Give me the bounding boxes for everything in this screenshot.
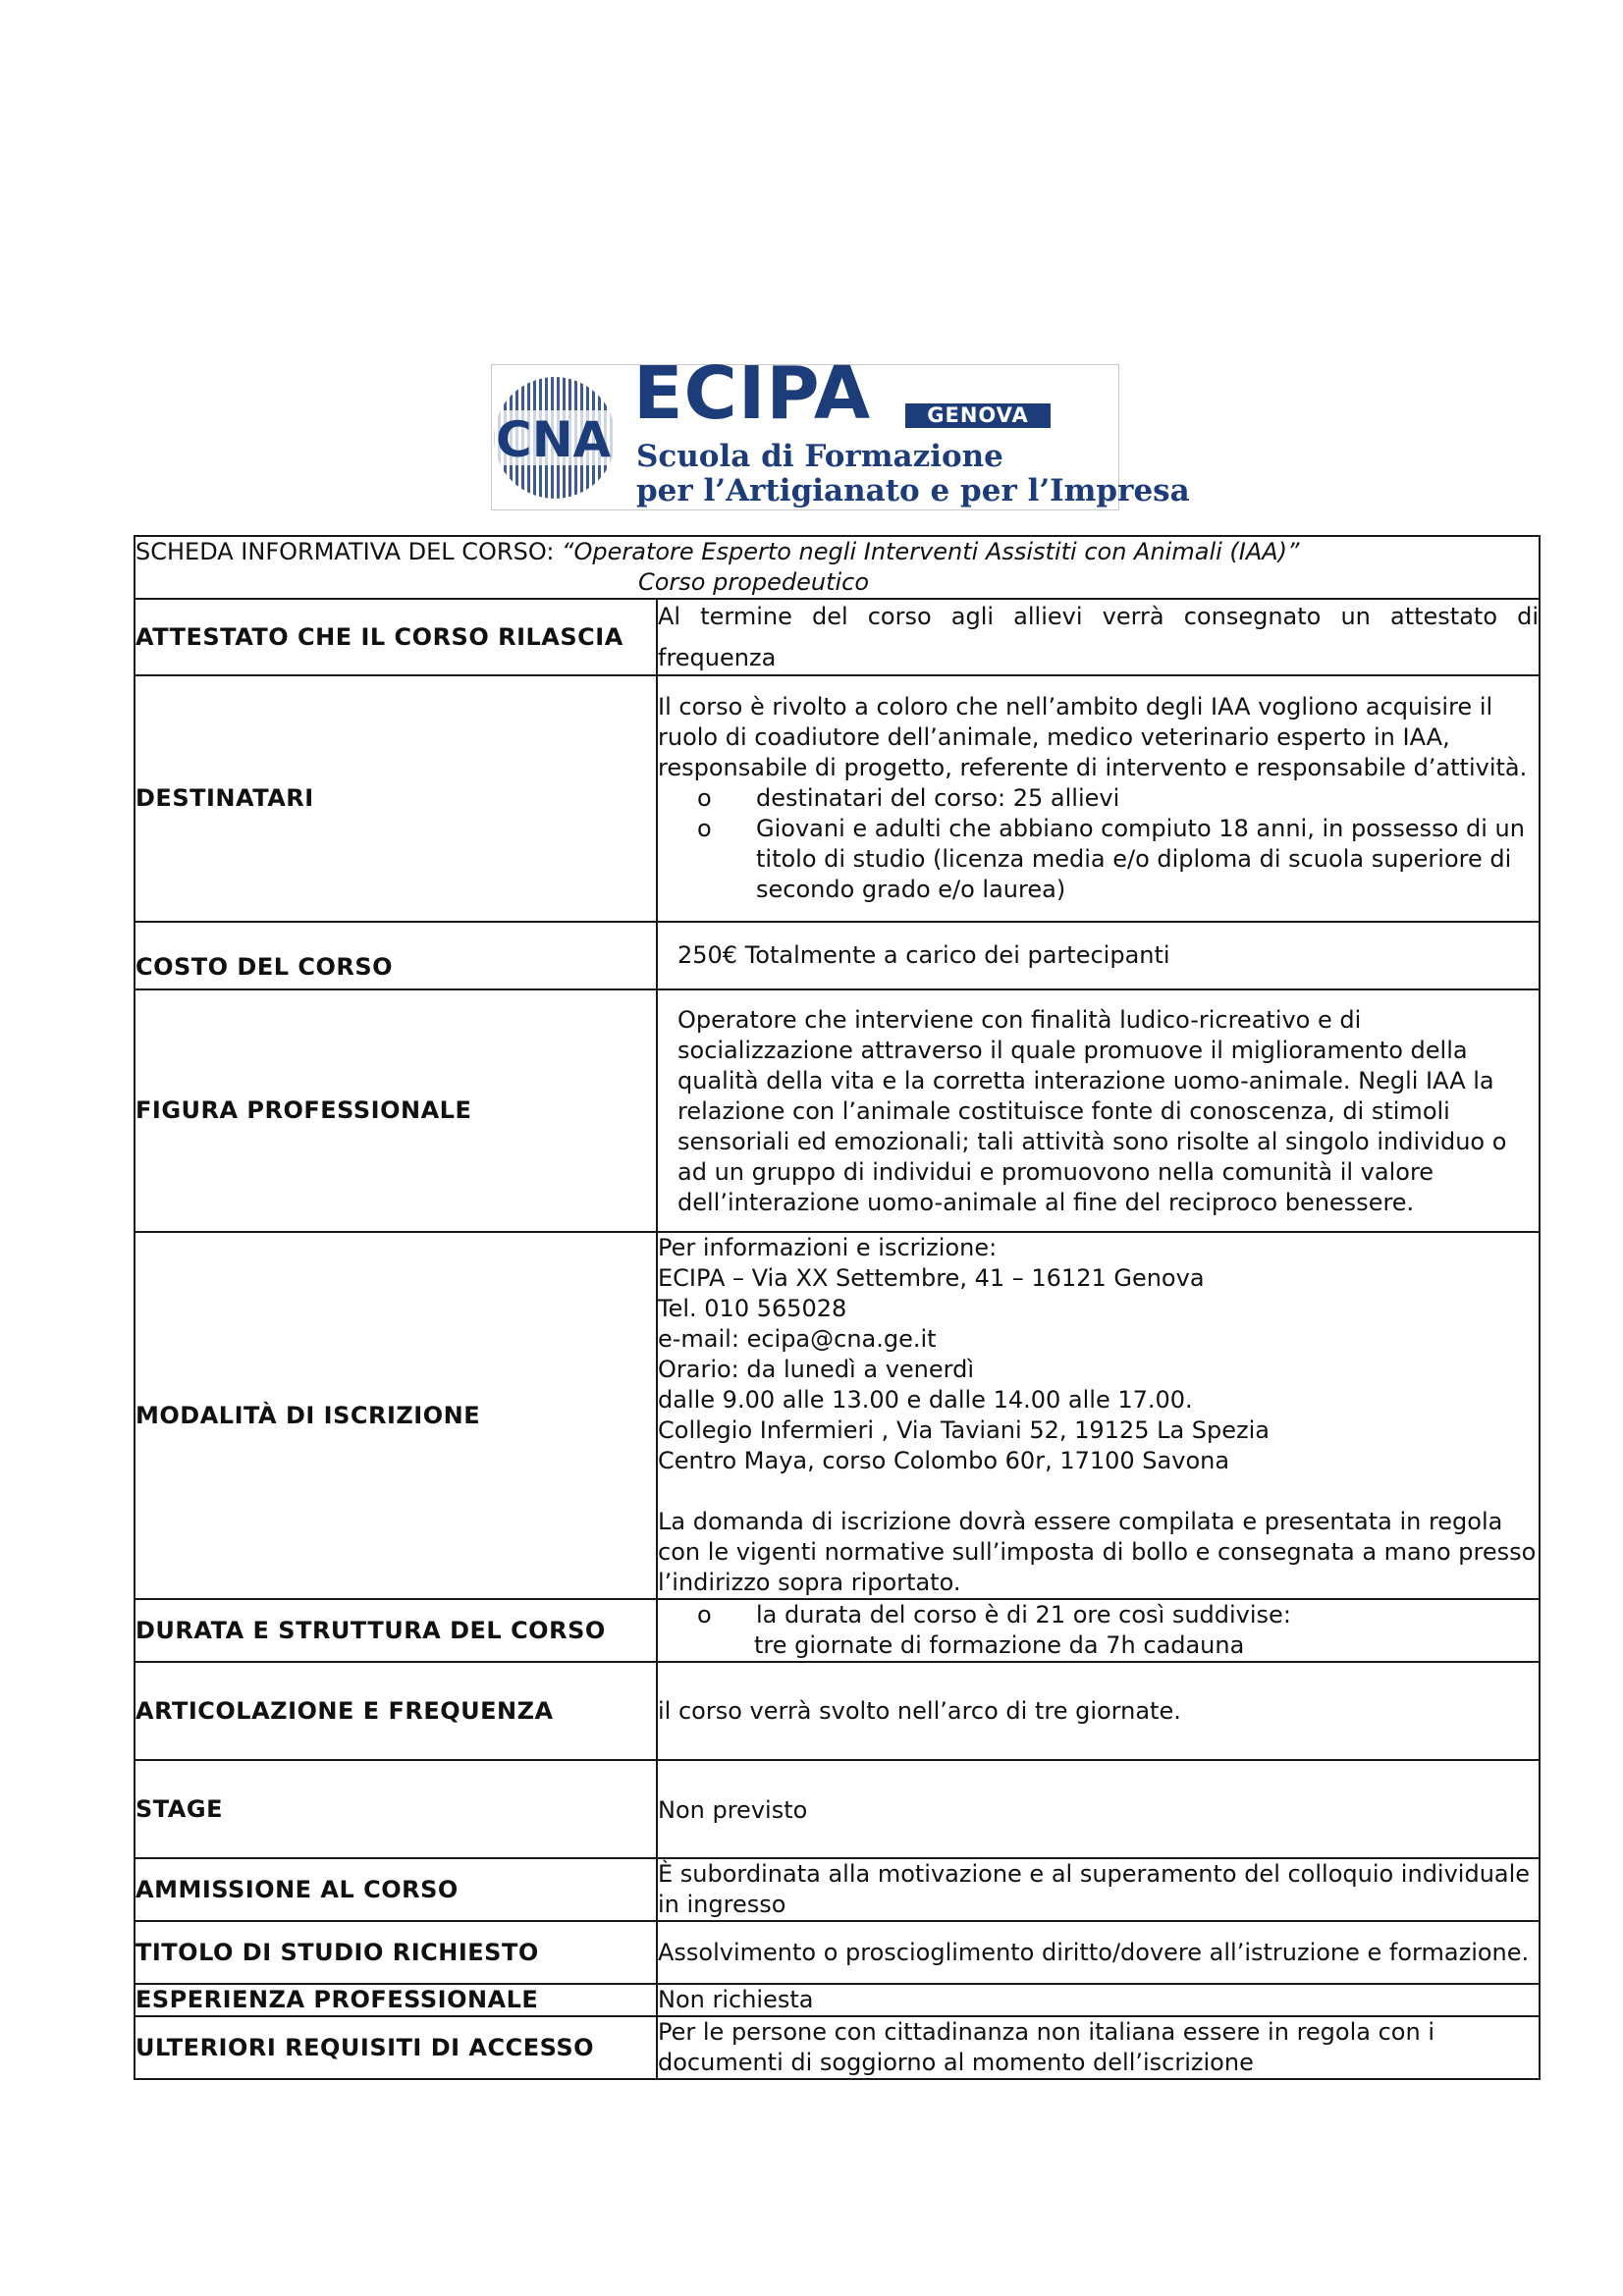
list-item: o Giovani e adulti che abbiano compiuto 18 anni, in possesso di un titolo di studio (licenza media e/o diploma di scuola superiore di secondo grado e/o laurea)	[697, 814, 1539, 905]
modalita-line: Collegio Infermieri , Via Taviani 52, 19125 La Spezia	[658, 1416, 1271, 1444]
destinatari-text: Il corso è rivolto a coloro che nell’ambito degli IAA vogliono acquisire il ruolo di coadiutore dell’animale, medico veterinario esperto in IAA, responsabile di progetto, referente di intervento e responsabile d’attività.	[658, 693, 1528, 781]
modalita-line: Per informazioni e iscrizione:	[658, 1234, 998, 1261]
row-label: AMMISSIONE AL CORSO	[135, 1858, 657, 1921]
cna-text: CNA	[496, 411, 612, 468]
logo-tagline-2: per l’Artigianato e per l’Impresa	[636, 473, 1190, 508]
row-value	[657, 675, 1540, 922]
table-row	[135, 1984, 1540, 2016]
table-row	[135, 675, 1540, 922]
modalita-line: Orario: da lunedì a venerdì	[658, 1356, 974, 1383]
table-row	[135, 989, 1540, 1232]
table-row	[135, 1858, 1540, 1921]
ecipa-logo	[491, 351, 1190, 510]
row-value	[657, 599, 1540, 675]
durata-detail: tre giornate di formazione da 7h cadauna	[754, 1631, 1245, 1659]
modalita-line: Tel. 010 565028	[658, 1295, 847, 1322]
table-row	[135, 1232, 1540, 1599]
row-value: 250€ Totalmente a carico dei partecipanti	[657, 922, 1540, 989]
row-value: Per le persone con cittadinanza non italiana essere in regola con i documenti di soggiorno al momento dell’iscrizione	[657, 2016, 1540, 2079]
row-label: TITOLO DI STUDIO RICHIESTO	[135, 1921, 657, 1984]
table-row	[135, 599, 1540, 675]
attestato-text-1: Al termine del corso agli allievi verrà consegnato un attestato di	[658, 602, 1540, 630]
row-label: DESTINATARI	[135, 675, 657, 922]
table-row	[135, 1760, 1540, 1858]
logo-ecipa-text: ECIPA	[633, 351, 872, 436]
row-value: Operatore che interviene con finalità ludico-ricreativo e di socializzazione attraverso il quale promuove il miglioramento della qualità della vita e la corretta interazione uomo-animale. Negli IAA la relazione con l’animale costituisce fonte di conoscenza, di stimoli sensoriali ed emozionali; tali attività sono risolte al singolo individuo o ad un gruppo di individui e promuovono nella comunità il valore dell’interazione uomo-animale al fine del reciproco benessere.	[657, 989, 1540, 1232]
row-value	[657, 1599, 1540, 1662]
row-label: MODALITÀ DI ISCRIZIONE	[135, 1232, 657, 1599]
list-item: o la durata del corso è di 21 ore così suddivise:	[697, 1600, 1539, 1630]
table-row	[135, 922, 1540, 989]
row-value: Non richiesta	[657, 1984, 1540, 2016]
row-label: ESPERIENZA PROFESSIONALE	[135, 1984, 657, 2016]
logo-genova-badge: GENOVA	[905, 403, 1051, 428]
row-label: ULTERIORI REQUISITI DI ACCESSO	[135, 2016, 657, 2079]
row-label: ARTICOLAZIONE E FREQUENZA	[135, 1662, 657, 1760]
course-subtitle: Corso propedeutico	[637, 568, 870, 596]
list-item: o destinatari del corso: 25 allievi	[697, 783, 1539, 814]
header-prefix: SCHEDA INFORMATIVA DEL CORSO:	[135, 538, 555, 565]
row-value: Non previsto	[657, 1760, 1540, 1858]
modalita-line: e-mail: ecipa@cna.ge.it	[658, 1325, 937, 1353]
modalita-note: La domanda di iscrizione dovrà essere compilata e presentata in regola con le vigenti normative sull’imposta di bollo e consegnata a mano presso l’indirizzo sopra riportato.	[658, 1508, 1537, 1596]
row-value: il corso verrà svolto nell’arco di tre giornate.	[657, 1662, 1540, 1760]
modalita-line: ECIPA – Via XX Settembre, 41 – 16121 Genova	[658, 1264, 1205, 1292]
course-title: “Operatore Esperto negli Interventi Assistiti con Animali (IAA)”	[562, 538, 1300, 565]
table-title-cell	[135, 536, 1540, 599]
row-label: STAGE	[135, 1760, 657, 1858]
table-row	[135, 1599, 1540, 1662]
table-row	[135, 1921, 1540, 1984]
table-row	[135, 1662, 1540, 1760]
row-label: DURATA E STRUTTURA DEL CORSO	[135, 1599, 657, 1662]
row-value: Assolvimento o proscioglimento diritto/dovere all’istruzione e formazione.	[657, 1921, 1540, 1984]
table-row	[135, 2016, 1540, 2079]
course-info-table	[134, 535, 1541, 2080]
row-label: COSTO DEL CORSO	[135, 922, 657, 989]
cna-globe-mark	[492, 365, 629, 511]
row-label: FIGURA PROFESSIONALE	[135, 989, 657, 1232]
modalita-line: dalle 9.00 alle 13.00 e dalle 14.00 alle 17.00.	[658, 1386, 1193, 1414]
modalita-line: Centro Maya, corso Colombo 60r, 17100 Savona	[658, 1447, 1230, 1474]
durata-list	[658, 1600, 1539, 1630]
row-value: È subordinata alla motivazione e al superamento del colloquio individuale in ingresso	[657, 1858, 1540, 1921]
row-value	[657, 1232, 1540, 1599]
table-header-row	[135, 536, 1540, 599]
attestato-text-2: frequenza	[658, 643, 777, 671]
row-label: ATTESTATO CHE IL CORSO RILASCIA	[135, 599, 657, 675]
destinatari-list	[658, 783, 1539, 905]
logo-tagline-1: Scuola di Formazione	[636, 439, 1003, 474]
